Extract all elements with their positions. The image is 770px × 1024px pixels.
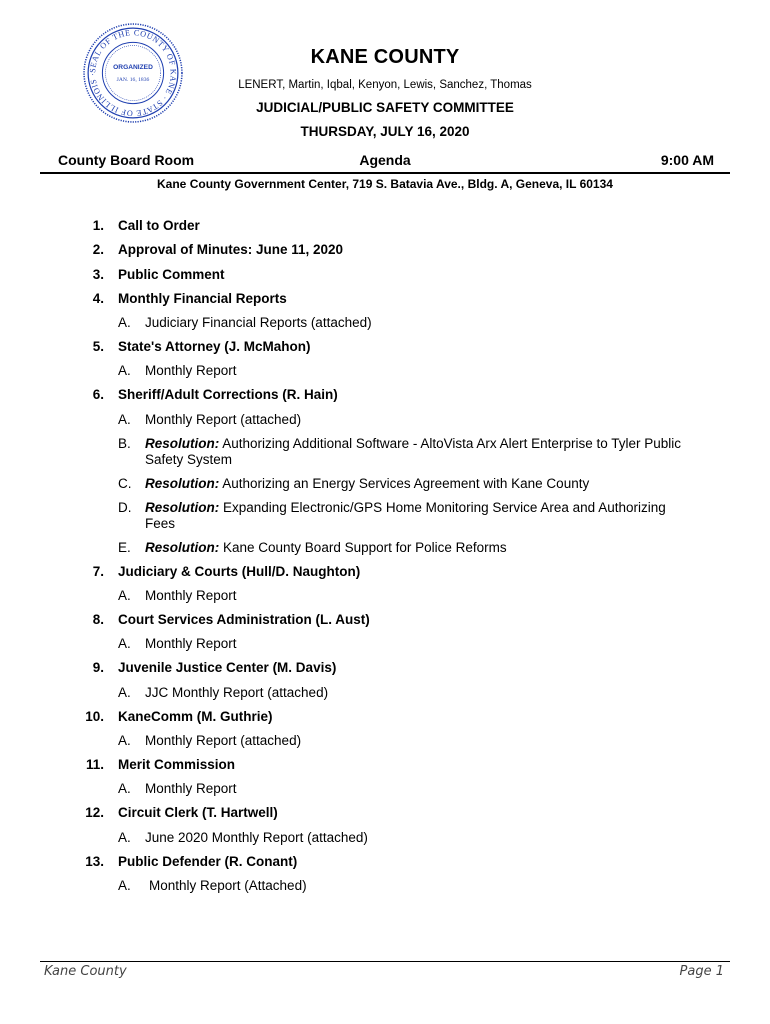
agenda-subitem: [0, 588, 770, 612]
agenda-item: [0, 242, 770, 266]
meeting-time: 9:00 AM: [660, 152, 714, 168]
agenda-item: [0, 564, 770, 588]
agenda-subitem-text: [145, 476, 685, 493]
agenda-item: [0, 218, 770, 242]
agenda-item-number: 3.: [92, 266, 104, 282]
agenda-item-number: 7.: [92, 563, 104, 579]
agenda-subitem-text: [145, 733, 685, 750]
agenda-subitem-letter: A.: [118, 315, 131, 331]
agenda-item: [0, 387, 770, 411]
agenda-item: [0, 660, 770, 684]
agenda-subitem: [0, 781, 770, 805]
agenda-item-number: 11.: [85, 756, 104, 772]
agenda-item-title: Public Defender (R. Conant): [118, 853, 298, 869]
agenda-subitem-body: Monthly Report: [145, 636, 237, 652]
agenda-subitem: [0, 830, 770, 854]
agenda-subitem-letter: A.: [118, 588, 131, 604]
agenda-subitem-letter: A.: [118, 411, 131, 427]
seal-outer-text: SEAL OF THE COUNTY OF KANE · STATE OF ILLINOIS ·: [88, 28, 178, 118]
meeting-room: County Board Room: [58, 152, 195, 168]
agenda-item-title: Call to Order: [118, 218, 200, 233]
agenda-subitem-body: Monthly Report (Attached): [149, 877, 307, 893]
agenda-subitem: [0, 363, 770, 387]
agenda-item-title: Monthly Financial Reports: [118, 290, 287, 306]
agenda-item-number: 6.: [92, 387, 104, 403]
page-title: KANE COUNTY: [310, 46, 460, 68]
agenda-subitem: [0, 476, 770, 500]
agenda-subitem: [0, 685, 770, 709]
meeting-date: THURSDAY, JULY 16, 2020: [300, 124, 470, 139]
agenda-subitem-letter: C.: [118, 475, 132, 491]
agenda-item: [0, 709, 770, 733]
agenda-subitem-letter: A.: [118, 684, 131, 700]
agenda-subitem-body: Kane County Board Support for Police Reforms: [219, 539, 507, 555]
agenda-subitem-body: Expanding Electronic/GPS Home Monitoring Service Area and Authorizing Fees: [145, 499, 666, 532]
agenda-item: [0, 267, 770, 291]
agenda-item-title: Court Services Administration (L. Aust): [118, 612, 370, 628]
agenda-subitem-text: [145, 781, 685, 798]
agenda-item: [0, 757, 770, 781]
agenda-subitem-text: [145, 412, 685, 429]
agenda-subitem-letter: E.: [118, 539, 131, 555]
footer-page-number: Page 1: [679, 964, 724, 979]
agenda-item-title: Judiciary & Courts (Hull/D. Naughton): [118, 563, 361, 579]
agenda-subitem-body: Monthly Report (attached): [145, 411, 302, 427]
agenda-item-number: 2.: [92, 242, 104, 258]
agenda-subitem-body: Monthly Report: [145, 781, 237, 797]
agenda-item-number: 8.: [92, 612, 104, 628]
agenda-subitem-body: Monthly Report: [145, 588, 237, 604]
agenda-item: [0, 854, 770, 878]
agenda-subitem-letter: A.: [118, 877, 131, 893]
agenda-subitem-letter: A.: [118, 829, 131, 845]
agenda-subitem-letter: A.: [118, 363, 131, 379]
agenda-subitem-text: [145, 540, 685, 557]
agenda-subitem-text: [149, 878, 689, 895]
footer-county: Kane County: [44, 964, 127, 979]
agenda-item-title: Public Comment: [118, 266, 225, 282]
resolution-label: Resolution:: [145, 475, 220, 491]
agenda-subitem-letter: A.: [118, 636, 131, 652]
meeting-address: Kane County Government Center, 719 S. Batavia Ave., Bldg. A, Geneva, IL 60134: [157, 177, 613, 191]
agenda-item-title: Sheriff/Adult Corrections (R. Hain): [118, 387, 338, 403]
agenda-item: [0, 291, 770, 315]
agenda-subitem-body: Monthly Report (attached): [145, 732, 302, 748]
agenda-subitem: [0, 412, 770, 436]
agenda-subitem-body: Authorizing Additional Software - AltoVista Arx Alert Enterprise to Tyler Public Safety System: [145, 435, 681, 468]
agenda-item-number: 1.: [92, 218, 104, 233]
agenda-subitem: [0, 315, 770, 339]
agenda-subitem: [0, 878, 770, 902]
agenda-item: [0, 805, 770, 829]
agenda-item: [0, 612, 770, 636]
agenda-item-number: 4.: [92, 290, 104, 306]
committee-members: LENERT, Martin, Iqbal, Kenyon, Lewis, Sanchez, Thomas: [238, 79, 532, 91]
resolution-label: Resolution:: [145, 435, 220, 451]
agenda-subitem: [0, 436, 770, 476]
agenda-subitem-letter: A.: [118, 732, 131, 748]
agenda-item-title: Juvenile Justice Center (M. Davis): [118, 660, 337, 676]
agenda-subitem-text: [145, 436, 685, 469]
agenda-subitem: [0, 636, 770, 660]
agenda-subitem-letter: B.: [118, 435, 131, 451]
agenda-subitem-body: Monthly Report: [145, 363, 237, 379]
agenda-subitem-text: [145, 315, 685, 332]
agenda-subitem-body: June 2020 Monthly Report (attached): [145, 829, 368, 845]
agenda-subitem-text: [145, 588, 685, 605]
agenda-item-number: 5.: [92, 339, 104, 355]
agenda-label: Agenda: [359, 152, 411, 168]
agenda-item-title: Circuit Clerk (T. Hartwell): [118, 805, 278, 821]
svg-text:ORGANIZED: ORGANIZED: [113, 63, 153, 71]
agenda-subitem-text: [145, 500, 685, 533]
agenda-item: [0, 339, 770, 363]
agenda-subitem-text: [145, 830, 685, 847]
resolution-label: Resolution:: [145, 539, 220, 555]
footer-divider: [40, 961, 730, 962]
agenda-subitem-text: [145, 363, 685, 380]
agenda-item-number: 13.: [85, 853, 104, 869]
svg-text:JAN. 16, 1836: JAN. 16, 1836: [116, 77, 150, 84]
agenda-subitem-text: [145, 685, 685, 702]
agenda-subitem-letter: D.: [118, 499, 132, 515]
agenda-item-number: 10.: [85, 708, 104, 724]
resolution-label: Resolution:: [145, 499, 220, 515]
agenda-item-number: 12.: [85, 805, 104, 821]
agenda-item-title: State's Attorney (J. McMahon): [118, 339, 311, 355]
agenda-item-title: KaneComm (M. Guthrie): [118, 708, 273, 724]
agenda-subitem-body: Judiciary Financial Reports (attached): [145, 315, 372, 331]
agenda-item-number: 9.: [92, 660, 104, 676]
agenda-subitem: [0, 540, 770, 564]
header-divider: [40, 172, 730, 174]
agenda-subitem: [0, 500, 770, 540]
agenda-subitem-body: Authorizing an Energy Services Agreement with Kane County: [219, 475, 590, 491]
agenda-subitem-body: JJC Monthly Report (attached): [145, 684, 329, 700]
agenda-item-title: Merit Commission: [118, 756, 236, 772]
committee-name: JUDICIAL/PUBLIC SAFETY COMMITTEE: [256, 100, 514, 115]
agenda-list: [0, 218, 770, 902]
agenda-subitem: [0, 733, 770, 757]
agenda-subitem-text: [145, 636, 685, 653]
agenda-item-title: Approval of Minutes: June 11, 2020: [118, 242, 344, 258]
agenda-subitem-letter: A.: [118, 781, 131, 797]
